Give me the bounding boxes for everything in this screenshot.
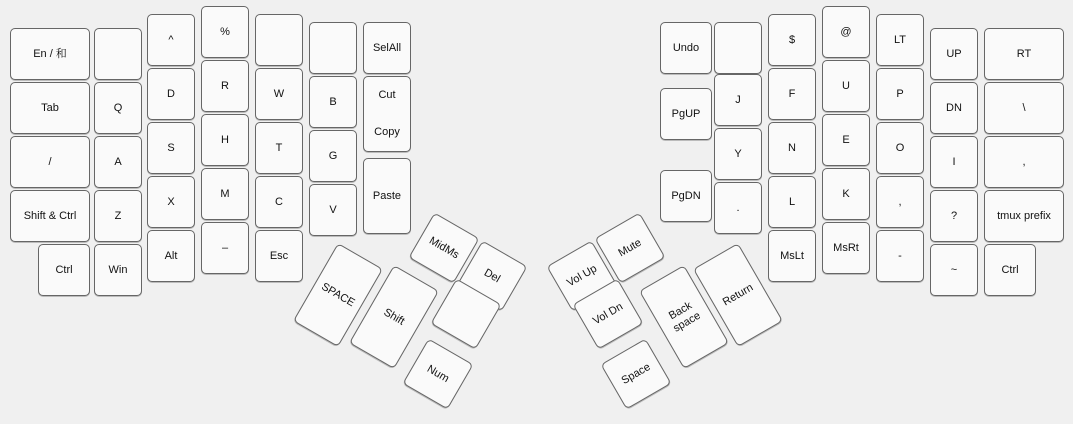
key-label: Back space xyxy=(667,299,703,335)
key-label: Del xyxy=(482,266,503,286)
key-label: Ctrl xyxy=(55,263,73,276)
key-label: PgUP xyxy=(671,107,701,120)
key-label: Shift & Ctrl xyxy=(23,209,77,222)
key-label: . xyxy=(736,201,740,214)
key-lt[interactable] xyxy=(876,14,924,66)
key-at[interactable] xyxy=(822,6,870,58)
key-t[interactable] xyxy=(255,122,303,174)
key-label: Cut xyxy=(378,89,396,102)
key-label: / xyxy=(48,155,52,168)
key-label: I xyxy=(952,155,956,168)
key-c[interactable] xyxy=(255,176,303,228)
key-r[interactable] xyxy=(201,60,249,112)
key-blank-1[interactable] xyxy=(94,28,142,80)
key-slash[interactable] xyxy=(10,136,90,188)
key-h[interactable] xyxy=(201,114,249,166)
key-label: Vol Dn xyxy=(590,300,625,328)
key-label: Tab xyxy=(41,101,59,114)
key-g[interactable] xyxy=(309,130,357,182)
key-label: G xyxy=(328,149,338,162)
key-underscore[interactable] xyxy=(201,222,249,274)
key-blank-5[interactable] xyxy=(714,22,762,74)
key-label: ~ xyxy=(950,263,958,276)
key-blank-3[interactable] xyxy=(309,22,357,74)
key-selall[interactable] xyxy=(363,22,411,74)
key-label: PgDN xyxy=(671,189,701,202)
key-label: @ xyxy=(840,25,852,38)
key-percent[interactable] xyxy=(201,6,249,58)
key-label: K xyxy=(842,187,850,200)
key-a[interactable] xyxy=(94,136,142,188)
key-ctrl-left[interactable] xyxy=(38,244,90,296)
key-msrt[interactable] xyxy=(822,222,870,274)
key-label: Mute xyxy=(616,236,644,260)
key-label: DN xyxy=(946,101,962,114)
key-label: Return xyxy=(720,281,756,309)
key-label: MsRt xyxy=(833,241,859,254)
key-label: En / 和 xyxy=(33,47,67,60)
key-comma-2[interactable] xyxy=(876,176,924,228)
key-label: W xyxy=(273,87,285,100)
key-label: E xyxy=(842,133,850,146)
key-u[interactable] xyxy=(822,60,870,112)
key-label: SelAll xyxy=(372,41,402,54)
key-label: , xyxy=(1022,155,1026,168)
key-label: LT xyxy=(893,33,907,46)
key-p[interactable] xyxy=(876,68,924,120)
key-hyphen[interactable] xyxy=(876,230,924,282)
key-label: P xyxy=(896,87,904,100)
key-label: O xyxy=(895,141,905,154)
key-o[interactable] xyxy=(876,122,924,174)
key-label: Esc xyxy=(269,249,289,262)
key-num[interactable] xyxy=(402,338,473,409)
key-label: Win xyxy=(108,263,128,276)
key-label: , xyxy=(898,195,902,208)
key-label: X xyxy=(167,195,175,208)
key-label: B xyxy=(329,95,337,108)
key-comma[interactable] xyxy=(984,136,1064,188)
key-mslt[interactable] xyxy=(768,230,816,282)
key-label: T xyxy=(275,141,283,154)
key-label: R xyxy=(221,79,229,92)
key-label: M xyxy=(220,187,230,200)
key-label: Y xyxy=(734,147,742,160)
key-up[interactable] xyxy=(930,28,978,80)
key-label: - xyxy=(898,249,902,262)
key-tilde[interactable] xyxy=(930,244,978,296)
key-label: \ xyxy=(1022,101,1026,114)
key-label: RT xyxy=(1016,47,1032,60)
key-label: F xyxy=(788,87,796,100)
key-j[interactable] xyxy=(714,74,762,126)
key-sublabel: Copy xyxy=(374,126,400,139)
key-label: Vol Up xyxy=(564,262,599,290)
key-en-wa[interactable] xyxy=(10,28,90,80)
key-label: Alt xyxy=(164,249,178,262)
key-label: Space xyxy=(619,360,653,387)
key-label: MsLt xyxy=(780,249,804,262)
key-backslash[interactable] xyxy=(984,82,1064,134)
key-label: % xyxy=(220,25,230,38)
key-rt[interactable] xyxy=(984,28,1064,80)
key-label: Z xyxy=(114,209,122,222)
key-paste[interactable] xyxy=(363,158,411,234)
key-dollar[interactable] xyxy=(768,14,816,66)
key-label: Q xyxy=(113,101,123,114)
key-dn[interactable] xyxy=(930,82,978,134)
key-pgup[interactable] xyxy=(660,88,712,140)
key-shift-ctrl[interactable] xyxy=(10,190,90,242)
key-q[interactable] xyxy=(94,82,142,134)
key-undo[interactable] xyxy=(660,22,712,74)
key-tab[interactable] xyxy=(10,82,90,134)
key-i[interactable] xyxy=(930,136,978,188)
key-space-right[interactable] xyxy=(600,338,671,409)
key-l[interactable] xyxy=(768,176,816,228)
key-label: V xyxy=(329,203,337,216)
key-y[interactable] xyxy=(714,128,762,180)
key-label: C xyxy=(275,195,283,208)
key-label: U xyxy=(842,79,850,92)
key-alt[interactable] xyxy=(147,230,195,282)
key-m[interactable] xyxy=(201,168,249,220)
key-x[interactable] xyxy=(147,176,195,228)
key-label: D xyxy=(167,87,175,100)
key-f[interactable] xyxy=(768,68,816,120)
key-esc[interactable] xyxy=(255,230,303,282)
key-d[interactable] xyxy=(147,68,195,120)
key-label: ^ xyxy=(168,33,174,46)
key-e[interactable] xyxy=(822,114,870,166)
key-win[interactable] xyxy=(94,244,142,296)
key-label: L xyxy=(788,195,796,208)
key-s[interactable] xyxy=(147,122,195,174)
key-pgdn[interactable] xyxy=(660,170,712,222)
key-label: H xyxy=(221,133,229,146)
key-label: Undo xyxy=(672,41,700,54)
key-label: N xyxy=(788,141,796,154)
key-label: S xyxy=(167,141,175,154)
key-z[interactable] xyxy=(94,190,142,242)
key-label: MidMs xyxy=(427,234,462,262)
key-w[interactable] xyxy=(255,68,303,120)
key-label: A xyxy=(114,155,122,168)
key-n[interactable] xyxy=(768,122,816,174)
key-label: ? xyxy=(950,209,958,222)
key-label: tmux prefix xyxy=(997,209,1051,222)
key-v[interactable] xyxy=(309,184,357,236)
key-b[interactable] xyxy=(309,76,357,128)
key-caret[interactable] xyxy=(147,14,195,66)
key-ctrl-right[interactable] xyxy=(984,244,1036,296)
key-k[interactable] xyxy=(822,168,870,220)
key-period[interactable] xyxy=(714,182,762,234)
key-blank-2[interactable] xyxy=(255,14,303,66)
key-label: Ctrl xyxy=(1001,263,1019,276)
key-question[interactable] xyxy=(930,190,978,242)
key-label: – xyxy=(221,241,229,254)
key-label: UP xyxy=(946,47,962,60)
key-label: Num xyxy=(425,362,452,385)
key-label: J xyxy=(735,93,741,106)
key-cut-copy[interactable] xyxy=(363,76,411,152)
key-label xyxy=(464,313,467,315)
key-label: Paste xyxy=(372,189,402,202)
key-label: $ xyxy=(788,33,796,46)
key-label: SPACE xyxy=(319,280,357,310)
key-tmux-prefix[interactable] xyxy=(984,190,1064,242)
key-label: Shift xyxy=(381,306,407,328)
